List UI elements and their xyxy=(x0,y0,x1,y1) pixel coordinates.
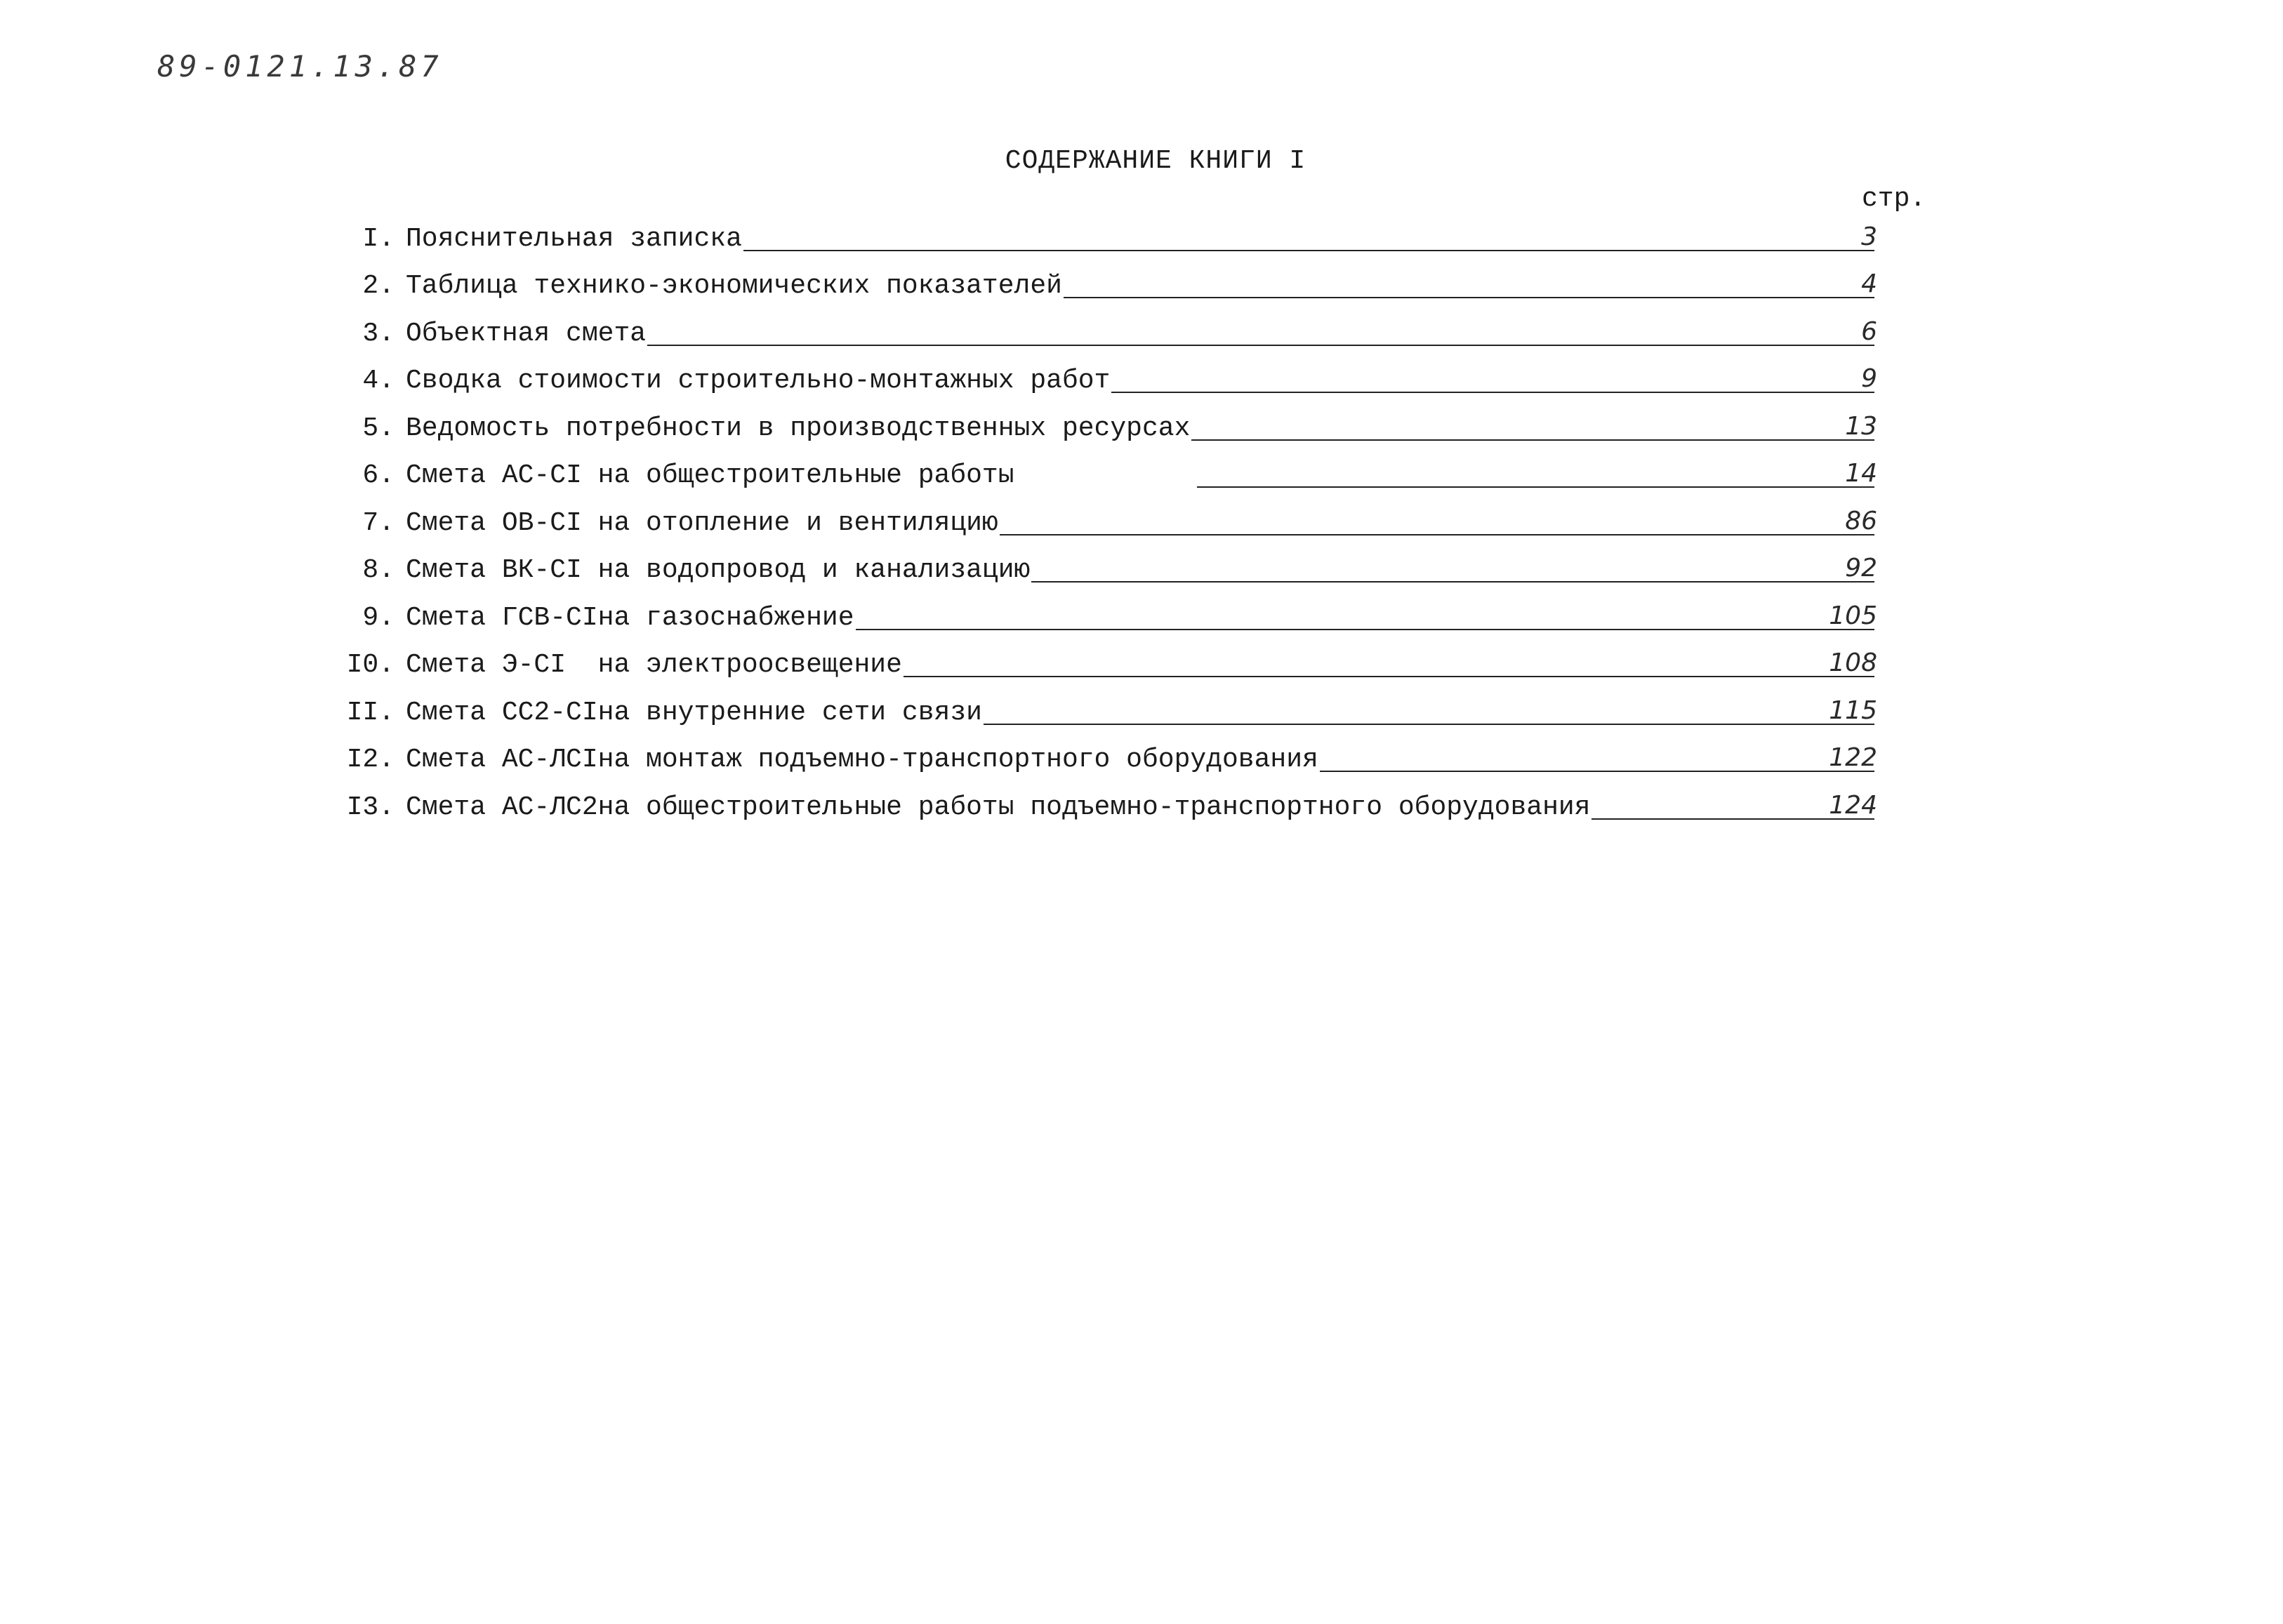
pages-column-header: стр. xyxy=(1862,184,1926,214)
toc-item-number: 8. xyxy=(362,555,395,585)
toc-item-title: Таблица технико-экономических показателей xyxy=(406,271,1062,301)
toc-row xyxy=(344,448,1877,495)
toc-row xyxy=(344,732,1877,780)
toc-item-page: 13 xyxy=(1845,411,1877,441)
toc-row xyxy=(344,305,1877,353)
toc-item-title: Смета АС-ЛС2на общестроительные работы подъемно-транспортного оборудования xyxy=(406,792,1591,823)
toc-item-page: 115 xyxy=(1829,695,1877,725)
toc-row xyxy=(344,637,1877,685)
toc-item-page: 14 xyxy=(1845,459,1877,488)
toc-item-number: 5. xyxy=(362,413,395,444)
toc-item-number: I0. xyxy=(346,650,395,680)
toc-item-title: Смета ВК-СI на водопровод и канализацию xyxy=(406,555,1031,585)
toc-row xyxy=(344,353,1877,401)
leader-line xyxy=(856,629,1874,630)
toc-row xyxy=(344,590,1877,637)
toc-item-title: Пояснительная записка xyxy=(406,223,742,254)
toc-item-number: I3. xyxy=(346,792,395,823)
toc-item-number: 2. xyxy=(362,271,395,301)
toc-item-title: Ведомость потребности в производственных ресурсах xyxy=(406,413,1191,444)
leader-line xyxy=(1111,392,1874,393)
toc-item-title: Смета АС-ЛСIна монтаж подъемно-транспортного оборудования xyxy=(406,745,1318,775)
toc-item-page: 9 xyxy=(1861,364,1877,393)
toc-row xyxy=(344,543,1877,590)
toc-item-page: 86 xyxy=(1845,506,1877,535)
toc-item-page: 4 xyxy=(1861,269,1877,298)
toc-item-page: 6 xyxy=(1861,317,1877,346)
toc-item-number: I. xyxy=(362,223,395,254)
toc-item-number: II. xyxy=(346,697,395,728)
toc-item-title: Смета АС-СI на общестроительные работы xyxy=(406,460,1014,491)
toc-row xyxy=(344,258,1877,306)
toc-item-number: I2. xyxy=(346,745,395,775)
toc-item-title: Объектная смета xyxy=(406,318,647,349)
toc-item-page: 105 xyxy=(1829,601,1877,630)
document-code: 89-0121.13.87 xyxy=(157,49,443,84)
toc-item-page: 124 xyxy=(1829,790,1877,820)
leader-line xyxy=(984,724,1874,725)
toc-item-title: Смета Э-СI на электроосвещение xyxy=(406,650,902,680)
toc-item-page: 108 xyxy=(1829,648,1877,677)
leader-line xyxy=(1064,297,1874,298)
leader-line xyxy=(904,676,1874,677)
toc-item-page: 3 xyxy=(1861,222,1877,251)
toc-item-title: Смета ОВ-СI на отопление и вентиляцию xyxy=(406,507,998,538)
leader-line xyxy=(1000,534,1874,535)
leader-line xyxy=(743,250,1874,251)
toc-item-number: 6. xyxy=(362,460,395,491)
toc-row xyxy=(344,400,1877,448)
toc-item-page: 122 xyxy=(1829,743,1877,772)
table-of-contents xyxy=(344,211,1877,827)
toc-item-title: Смета ГСВ-СIна газоснабжение xyxy=(406,602,854,633)
toc-item-number: 7. xyxy=(362,507,395,538)
leader-line xyxy=(1320,771,1874,772)
toc-item-number: 4. xyxy=(362,366,395,396)
toc-item-number: 9. xyxy=(362,602,395,633)
toc-item-page: 92 xyxy=(1845,554,1877,583)
toc-row xyxy=(344,684,1877,732)
toc-row xyxy=(344,211,1877,258)
page-title: СОДЕРЖАНИЕ КНИГИ I xyxy=(1005,146,1306,176)
leader-line xyxy=(647,345,1874,346)
toc-row xyxy=(344,779,1877,827)
leader-line xyxy=(1031,581,1874,583)
toc-item-title: Смета СС2-СIна внутренние сети связи xyxy=(406,697,982,728)
toc-item-number: 3. xyxy=(362,318,395,349)
toc-row xyxy=(344,495,1877,543)
leader-line xyxy=(1197,486,1874,488)
toc-item-title: Сводка стоимости строительно-монтажных работ xyxy=(406,366,1111,396)
leader-line xyxy=(1191,439,1874,441)
